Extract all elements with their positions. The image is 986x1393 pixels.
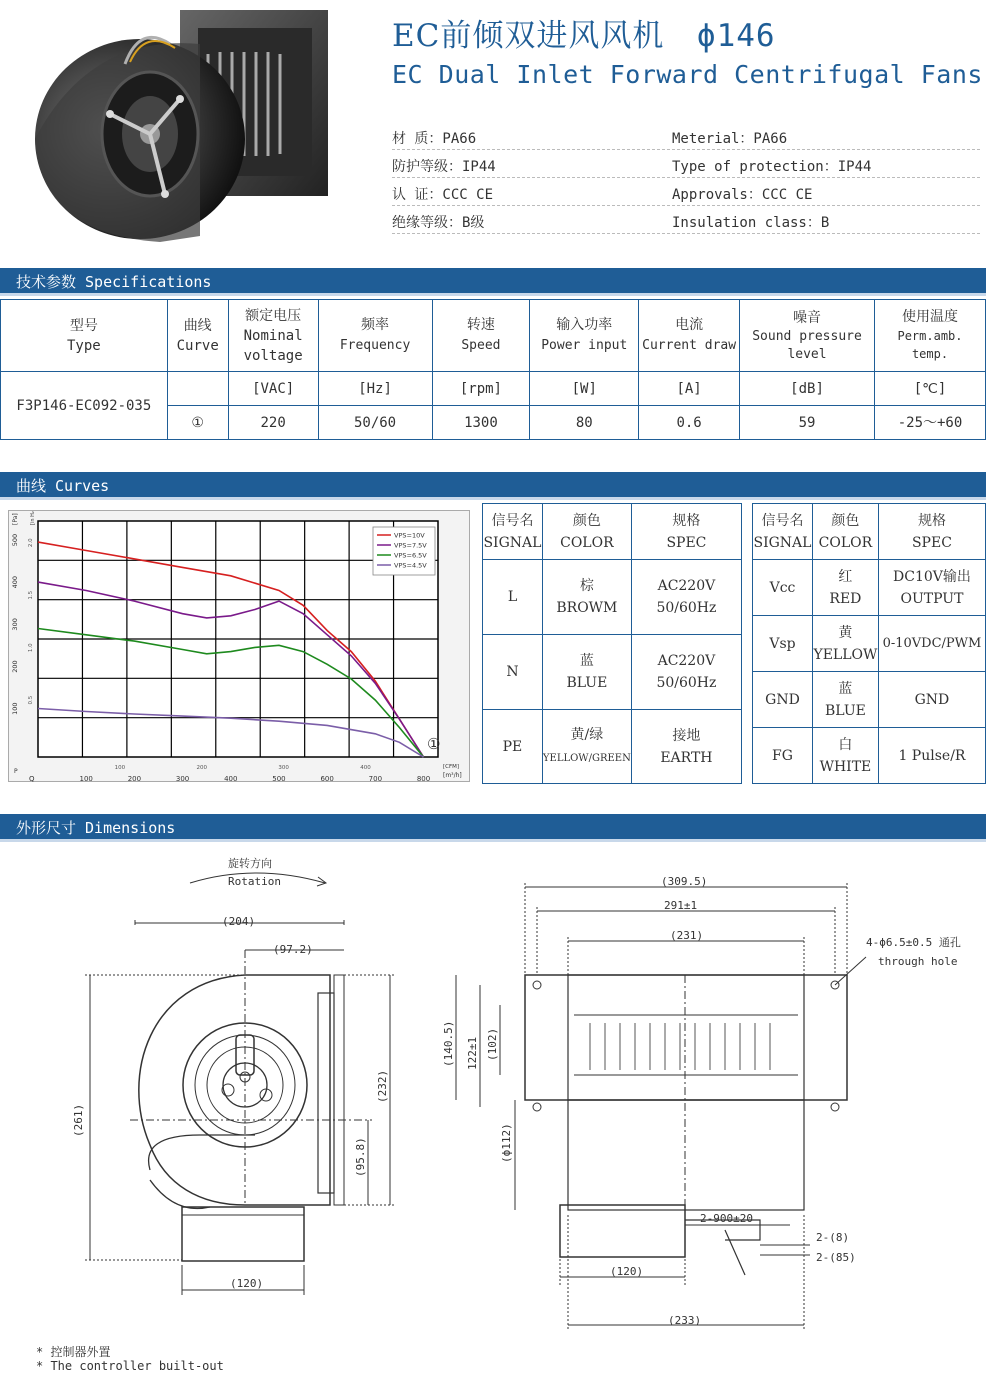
legend-label: VPS=7.5V (394, 541, 427, 550)
y-axis-unit-inh2o: [in H₂O] (30, 511, 36, 525)
rotation-label-en: Rotation (228, 875, 281, 888)
signal-color: 棕 BROWM (542, 560, 631, 635)
x-tick-label: 200 (127, 775, 142, 783)
signal-name: Vsp (753, 616, 813, 672)
signal-spec: GND (878, 672, 985, 728)
x-tick-label: 100 (79, 775, 93, 783)
legend-label: VPS=4.5V (394, 561, 427, 570)
y-tick-label-inh2o: 1.0 (28, 643, 34, 653)
header-signal: 信号名 SIGNAL (483, 504, 543, 560)
performance-chart (8, 510, 470, 782)
signal-color: 蓝 BLUE (542, 635, 631, 710)
header-signal: 信号名 SIGNAL (753, 504, 813, 560)
signal-spec: 接地 EARTH (631, 710, 741, 784)
dim-label: through hole (878, 955, 958, 968)
signal-name: FG (753, 728, 813, 784)
header-color: 颜色 COLOR (812, 504, 878, 560)
x-tick-label: 800 (416, 775, 431, 783)
signal-name: L (483, 560, 543, 635)
product-title-cn: EC前倾双进风风机 ϕ146 (392, 18, 776, 54)
x-tick-label: 500 (272, 775, 286, 783)
section-specifications: 技术参数 Specifications (0, 268, 986, 296)
x-tick-label-cfm: 200 (196, 765, 208, 771)
product-title-en: EC Dual Inlet Forward Centrifugal Fans (392, 60, 983, 89)
model-cell: F3P146-EC092-035 (1, 372, 168, 440)
curve-cell: ① (167, 406, 228, 440)
unit-cell: [℃] (875, 372, 986, 406)
signal-color: 黄 YELLOW (812, 616, 878, 672)
y-tick-label-inh2o: 2.0 (28, 538, 34, 548)
rotation-label-cn: 旋转方向 (228, 857, 272, 870)
x-tick-label: 400 (224, 775, 238, 783)
property-row: 绝缘等级：B级 Insulation class：B (392, 206, 980, 234)
value-cell: -25～+60 (875, 406, 986, 440)
signal-spec: AC220V 50/60Hz (631, 635, 741, 710)
y-tick-label: 200 (11, 660, 19, 673)
x-tick-label: 300 (175, 775, 190, 783)
header-current: 电流 Current draw (639, 300, 740, 372)
y-tick-label-inh2o: 0.5 (28, 695, 34, 705)
dim-label: (120) (230, 1277, 264, 1290)
section-dimensions: 外形尺寸 Dimensions (0, 814, 986, 842)
header-type: 型号 Type (1, 300, 168, 372)
x-tick-label-cfm: 400 (360, 765, 371, 771)
spec-table (0, 299, 986, 440)
header-voltage: 额定电压 Nominal voltage (228, 300, 318, 372)
signal-name: GND (753, 672, 813, 728)
x-tick-label-cfm: 100 (114, 765, 126, 771)
unit-cell: [VAC] (228, 372, 318, 406)
header-speed: 转速 Speed (432, 300, 530, 372)
chart-svg (9, 511, 471, 783)
dim-label: 4-ϕ6.5±0.5 通孔 (866, 936, 961, 949)
y-tick-label: 500 (11, 533, 19, 547)
x-axis-unit-m3h: [m³/h] (443, 772, 462, 779)
y-tick-label-inh2o: 1.5 (28, 590, 34, 600)
dim-label: (204) (222, 915, 256, 928)
dim-label: 122±1 (466, 1036, 479, 1070)
section-curves: 曲线 Curves (0, 472, 986, 500)
header-noise: 噪音 Sound pressure level (740, 300, 875, 372)
signal-color: 红 RED (812, 560, 878, 616)
value-cell: 0.6 (639, 406, 740, 440)
note-controller-en: * The controller built-out (36, 1359, 224, 1373)
unit-cell: [A] (639, 372, 740, 406)
x-tick-label: 600 (320, 775, 334, 783)
dim-label: 2-(85) (816, 1251, 856, 1264)
header-spec: 规格 SPEC (878, 504, 985, 560)
value-cell: 59 (740, 406, 875, 440)
value-cell: 220 (228, 406, 318, 440)
dim-label: (95.8) (354, 1137, 367, 1177)
dim-label: 2-900±20 (700, 1212, 753, 1225)
signal-table-left (482, 503, 742, 784)
dim-label: (140.5) (442, 1020, 455, 1067)
signal-name: Vcc (753, 560, 813, 616)
dim-label: (231) (670, 929, 704, 942)
header-spec: 规格 SPEC (631, 504, 741, 560)
dim-label: (232) (376, 1069, 389, 1103)
header-temp: 使用温度 Perm.amb. temp. (875, 300, 986, 372)
header-color: 颜色 COLOR (542, 504, 631, 560)
signal-spec: DC10V输出 OUTPUT (878, 560, 985, 616)
dim-label: (309.5) (661, 875, 708, 888)
y-tick-label: 300 (11, 618, 19, 631)
property-row: 防护等级：IP44 Type of protection：IP44 (392, 150, 980, 178)
value-cell: 50/60 (318, 406, 432, 440)
x-axis-unit-cfm: [CFM] (443, 764, 460, 770)
y-axis-label: P (14, 768, 18, 775)
dim-label: (261) (72, 1103, 85, 1137)
signal-spec: 0-10VDC/PWM (878, 616, 985, 672)
unit-cell: [W] (530, 372, 639, 406)
dim-label: 291±1 (664, 899, 698, 912)
property-row: 材 质：PA66 Meterial：PA66 (392, 122, 980, 150)
signal-color: 白 WHITE (812, 728, 878, 784)
y-tick-label: 400 (11, 576, 19, 589)
signal-table-right (752, 503, 986, 784)
signal-spec: 1 Pulse/R (878, 728, 985, 784)
dim-label: 2-(8) (816, 1231, 850, 1244)
dim-label: (102) (486, 1027, 499, 1061)
header-power: 输入功率 Power input (530, 300, 639, 372)
x-tick-label: 700 (368, 775, 383, 783)
note-controller-cn: * 控制器外置 (36, 1345, 111, 1359)
signal-spec: AC220V 50/60Hz (631, 560, 741, 635)
signal-color: 蓝 BLUE (812, 672, 878, 728)
property-row: 认 证：CCC CE Approvals：CCC CE (392, 178, 980, 206)
header-curve: 曲线 Curve (167, 300, 228, 372)
y-tick-label: 100 (11, 702, 19, 715)
legend-label: VPS=10V (394, 531, 425, 540)
dimension-drawing (0, 845, 986, 1345)
unit-cell: [dB] (740, 372, 875, 406)
product-size: ϕ146 (696, 18, 776, 54)
curve-marker: ① (427, 735, 441, 753)
dim-label: (ϕ112) (500, 1123, 513, 1163)
x-axis-label: Q (29, 775, 35, 783)
header-frequency: 频率 Frequency (318, 300, 432, 372)
signal-name: PE (483, 710, 543, 784)
x-tick-label-cfm: 300 (278, 765, 289, 771)
signal-name: N (483, 635, 543, 710)
value-cell: 80 (530, 406, 639, 440)
dim-label: (233) (668, 1314, 702, 1327)
unit-cell: [rpm] (432, 372, 530, 406)
fan-product-image (30, 4, 332, 246)
dim-label: (97.2) (273, 943, 313, 956)
unit-cell: [Hz] (318, 372, 432, 406)
signal-color: 黄/绿 YELLOW/GREEN (542, 710, 631, 784)
y-axis-unit-pa: [Pa] (12, 513, 19, 525)
legend-label: VPS=6.5V (394, 551, 427, 560)
dim-label: (120) (610, 1265, 644, 1278)
value-cell: 1300 (432, 406, 530, 440)
